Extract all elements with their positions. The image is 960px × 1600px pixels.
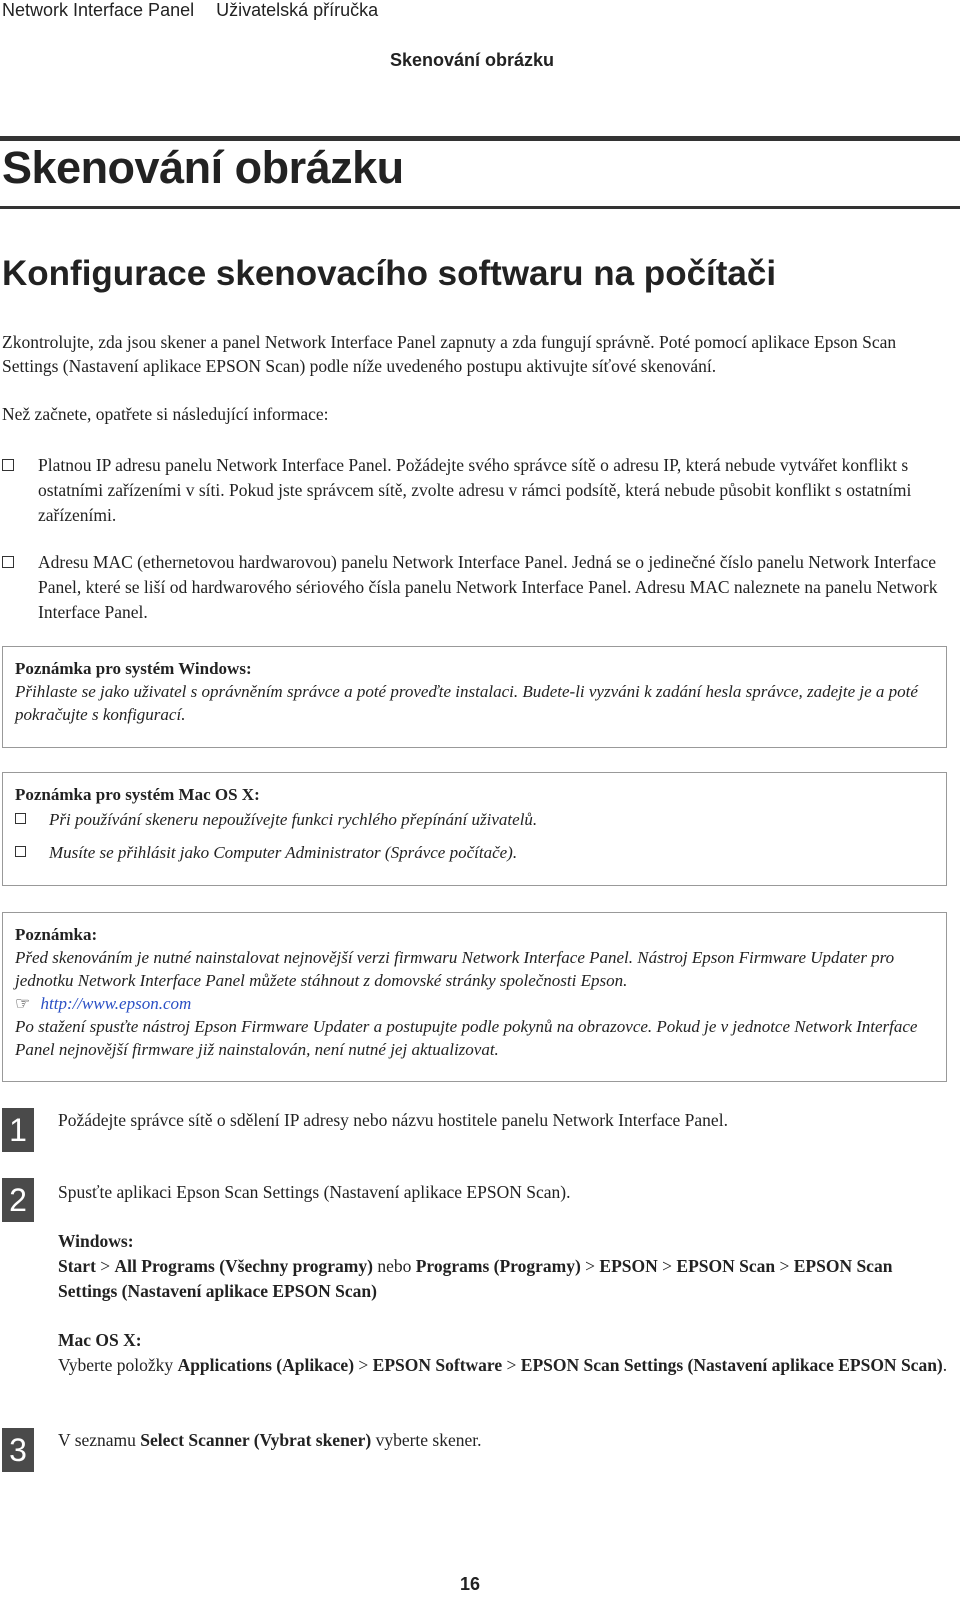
checkbox-bullet-icon [15, 813, 26, 824]
header-guide: Uživatelská příručka [216, 0, 379, 20]
step-text [58, 1428, 948, 1453]
path-segment: EPSON Scan [676, 1256, 776, 1276]
step-text-part: vyberte skener. [371, 1430, 482, 1450]
path-segment: Programs (Programy) [415, 1256, 581, 1276]
intro-paragraph: Zkontrolujte, zda jsou skener a panel Network Interface Panel zapnuty a zda fungují správně. Poté pomocí aplikace Epson Scan Settings (Nastavení aplikace EPSON Scan) podle níže uvedeného postupu aktivujte síťové skenování. [2, 332, 897, 376]
step-number: 1 [2, 1108, 34, 1152]
header-product: Network Interface Panel [2, 0, 195, 20]
step-text-part: V seznamu [58, 1430, 141, 1450]
path-sep: > [354, 1355, 373, 1375]
path-sep: > [580, 1256, 600, 1276]
note-general-text-2: Po stažení spusťte nástroj Epson Firmware Updater a postupujte podle pokynů na obrazovce. Pokud je v jednotce Network Interface Panel nejnovější firmware již nainstalován, není nutné jej aktualizovat. [15, 1017, 918, 1059]
note-mac-item: Musíte se přihlásit jako Computer Administrator (Správce počítače). [49, 843, 518, 862]
before-paragraph: Než začnete, opatřete si následující informace: [2, 404, 329, 424]
path-sep: > [775, 1256, 794, 1276]
checkbox-bullet-icon [15, 846, 26, 857]
checkbox-bullet-icon [2, 556, 14, 568]
windows-label: Windows: [58, 1231, 134, 1251]
step-text-bold: Select Scanner (Vybrat skener) [140, 1430, 372, 1450]
note-general [2, 912, 947, 1082]
mac-label: Mac OS X: [58, 1330, 142, 1350]
list-item-text: Adresu MAC (ethernetovou hardwarovou) panelu Network Interface Panel. Jedná se o jedinečné číslo panelu Network Interface Panel, které se liší od hardwarového sériového čísla panelu Network Interface Panel. Adresu MAC naleznete na panelu Network Interface Panel. [38, 552, 938, 622]
list-item [2, 453, 947, 528]
path-segment: EPSON Scan Settings (Nastavení aplikace EPSON Scan) [58, 1256, 893, 1301]
list-item [15, 841, 934, 864]
note-mac-item: Při používání skeneru nepoužívejte funkci rychlého přepínání uživatelů. [49, 810, 538, 829]
note-general-title: Poznámka: [15, 925, 98, 944]
path-segment: All Programs (Všechny programy) [114, 1256, 373, 1276]
note-link-row [15, 992, 934, 1015]
header-section: Skenování obrázku [390, 50, 555, 70]
step-number: 2 [2, 1178, 34, 1222]
page-number: 16 [460, 1574, 481, 1594]
path-sep: Vyberte položky [58, 1355, 178, 1375]
path-segment: Applications (Aplikace) [177, 1355, 355, 1375]
note-mac-title: Poznámka pro systém Mac OS X: [15, 785, 260, 804]
step-2 [58, 1180, 948, 1378]
note-windows-text: Přihlaste se jako uživatel s oprávněním správce a poté proveďte instalaci. Budete-li vyzváni k zadání hesla správce, zadejte je a poté pokračujte s konfigurací. [15, 682, 918, 724]
windows-path [58, 1254, 948, 1304]
list-item [2, 550, 947, 625]
path-sep: > [502, 1355, 521, 1375]
checkbox-bullet-icon [2, 459, 14, 471]
step-text: Požádejte správce sítě o sdělení IP adresy nebo názvu hostitele panelu Network Interface Panel. [58, 1110, 728, 1130]
path-sep: > [95, 1256, 115, 1276]
title-rule-bottom [0, 206, 960, 209]
running-header [2, 0, 378, 21]
path-segment: EPSON [599, 1256, 658, 1276]
list-item [15, 808, 934, 831]
path-segment: EPSON Scan Settings (Nastavení aplikace EPSON Scan) [520, 1355, 943, 1375]
page-title: Skenování obrázku [2, 142, 404, 193]
path-sep: > [657, 1256, 677, 1276]
pointing-hand-icon: ☞ [15, 994, 31, 1013]
title-rule-top [0, 136, 960, 141]
path-segment: EPSON Software [372, 1355, 503, 1375]
mac-path [58, 1353, 948, 1378]
epson-link[interactable]: http://www.epson.com [40, 994, 192, 1013]
path-segment: Start [58, 1256, 96, 1276]
note-general-text: Před skenováním je nutné nainstalovat nejnovější verzi firmwaru Network Interface Panel. Nástroj Epson Firmware Updater pro jednotku Network Interface Panel můžete stáhnout z domovské stránky společnosti Epson. [15, 948, 895, 990]
section-heading: Konfigurace skenovacího softwaru na počítači [2, 254, 777, 293]
step-number: 3 [2, 1428, 34, 1472]
note-mac [2, 772, 947, 886]
step-text: Spusťte aplikaci Epson Scan Settings (Nastavení aplikace EPSON Scan). [58, 1182, 571, 1202]
list-item-text: Platnou IP adresu panelu Network Interface Panel. Požádejte svého správce sítě o adresu IP, která nebude vytvářet konflikt s ostatními zařízeními v síti. Pokud jste správcem sítě, zvolte adresu v rámci podsítě, která nebude působit konflikt s ostatními zařízeními. [38, 455, 912, 525]
path-sep: nebo [372, 1256, 416, 1276]
note-windows [2, 646, 947, 748]
path-sep: . [942, 1355, 948, 1375]
note-windows-title: Poznámka pro systém Windows: [15, 659, 252, 678]
